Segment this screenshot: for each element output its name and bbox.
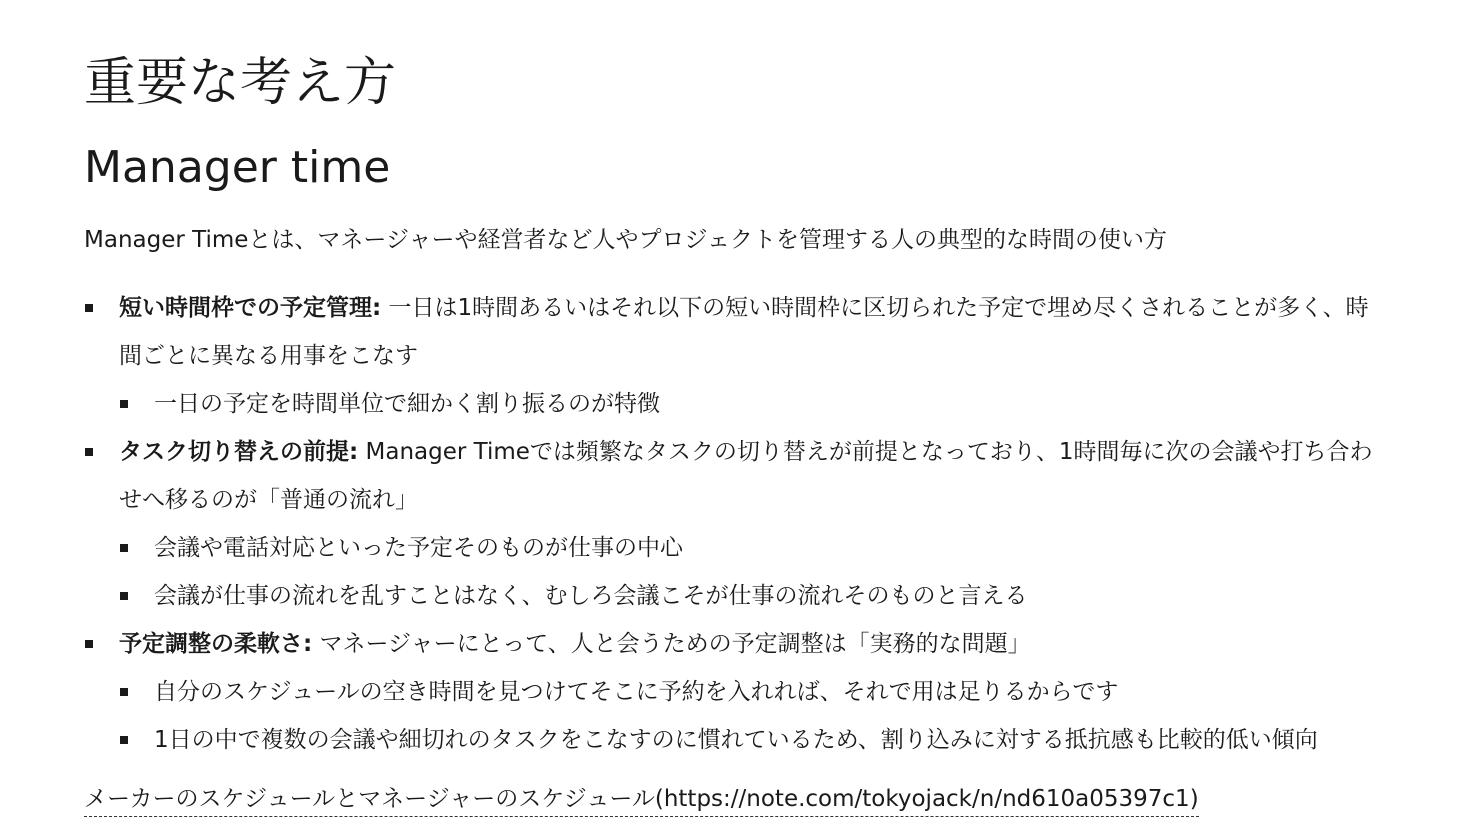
intro-paragraph: Manager Timeとは、マネージャーや経営者など人やプロジェクトを管理する人の典型的な時間の使い方 <box>84 227 1168 253</box>
sub-bullet-text: 1日の中で複数の会議や細切れのタスクをこなすのに慣れているため、割り込みに対する抵抗感も比較的低い傾向 <box>154 727 1318 753</box>
page-title: 重要な考え方 <box>84 53 397 113</box>
sub-bullet-item <box>84 524 1374 572</box>
sub-bullet-text: 会議や電話対応といった予定そのものが仕事の中心 <box>154 535 683 561</box>
bullet-lead: 予定調整の柔軟さ: <box>119 631 313 657</box>
bullet-lead: タスク切り替えの前提: <box>119 439 359 465</box>
square-bullet-icon <box>120 688 128 696</box>
bullet-text: Manager Timeでは頻繁なタスクの切り替えが前提となっており、1時間毎に次の会議や打ち合わせへ移るのが「普通の流れ」 <box>119 439 1373 513</box>
sub-bullet-text: 自分のスケジュールの空き時間を見つけてそこに予約を入れれば、それで用は足りるからです <box>154 679 1119 705</box>
square-bullet-icon <box>85 640 93 648</box>
bullet-lead: 短い時間枠での予定管理: <box>119 295 382 321</box>
section-heading: Manager time <box>84 142 391 193</box>
square-bullet-icon <box>120 544 128 552</box>
slide <box>84 0 1384 828</box>
sub-bullet-item <box>84 572 1374 620</box>
square-bullet-icon <box>120 592 128 600</box>
bullet-list <box>84 284 1374 764</box>
square-bullet-icon <box>120 400 128 408</box>
bullet-item-scheduling-flexibility <box>84 620 1374 668</box>
sub-bullet-item <box>84 380 1374 428</box>
bullet-text: マネージャーにとって、人と会うための予定調整は「実務的な問題」 <box>312 631 1031 657</box>
bullet-item-task-switching <box>84 428 1374 524</box>
square-bullet-icon <box>85 448 93 456</box>
square-bullet-icon <box>120 736 128 744</box>
bullet-item-short-time-slots <box>84 284 1374 380</box>
sub-bullet-item <box>84 716 1374 764</box>
bullet-text: 一日は1時間あるいはそれ以下の短い時間枠に区切られた予定で埋め尽くされることが多く、時間ごとに異なる用事をこなす <box>119 295 1369 369</box>
sub-bullet-text: 会議が仕事の流れを乱すことはなく、むしろ会議こそが仕事の流れそのものと言える <box>154 583 1028 609</box>
sub-bullet-text: 一日の予定を時間単位で細かく割り振るのが特徴 <box>154 391 660 417</box>
square-bullet-icon <box>85 304 93 312</box>
sub-bullet-item <box>84 668 1374 716</box>
source-link[interactable]: メーカーのスケジュールとマネージャーのスケジュール(https://note.com/tokyojack/n/nd610a05397c1) <box>84 782 1199 817</box>
